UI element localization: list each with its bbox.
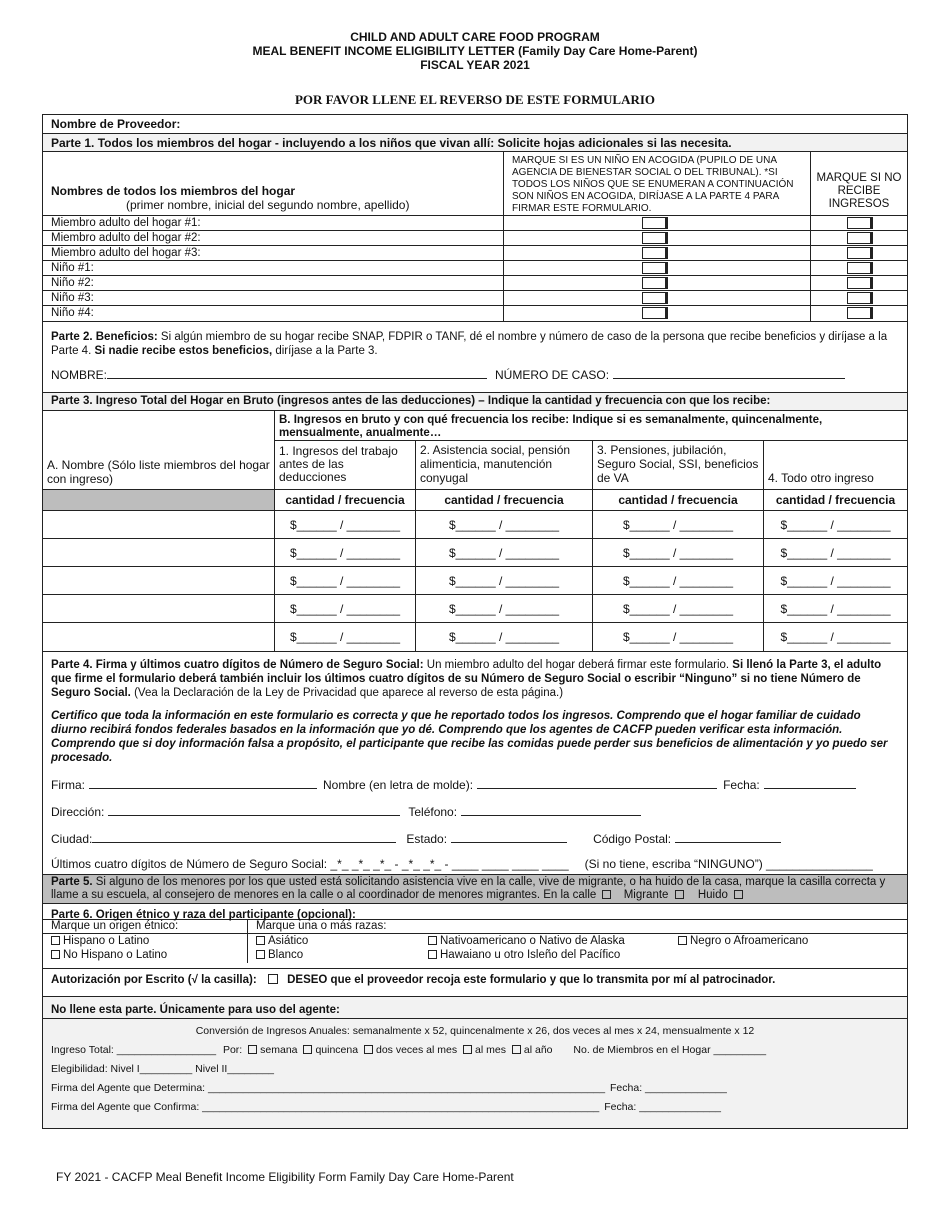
part3-table <box>43 411 907 652</box>
cf-label: cantidad / frecuencia <box>416 490 593 511</box>
foster-checkbox[interactable] <box>504 306 811 321</box>
authorization-row <box>43 969 907 997</box>
foster-checkbox[interactable] <box>504 276 811 291</box>
names-header <box>43 152 504 216</box>
col-1-header: 1. Ingresos del trabajo antes de las deducciones <box>275 441 416 490</box>
member-row[interactable]: Miembro adulto del hogar #3: <box>43 246 504 261</box>
quincena-label: quincena <box>315 1044 359 1056</box>
provider-label: Nombre de Proveedor: <box>51 117 181 131</box>
noincome-checkbox[interactable] <box>811 231 907 246</box>
cf-label: cantidad / frecuencia <box>764 490 907 511</box>
agent-section <box>43 1019 907 1128</box>
native-label: Nativoamericano o Nativo de Alaska <box>440 935 625 947</box>
page-footer: FY 2021 - CACFP Meal Benefit Income Eligibility Form Family Day Care Home-Parent <box>56 1170 514 1184</box>
freq-checkbox[interactable] <box>463 1045 472 1054</box>
hawaiian-label: Hawaiano u otro Isleño del Pacífico <box>440 949 621 961</box>
part4-body: Un miembro adulto del hogar deberá firmar este formulario. <box>423 659 730 671</box>
member-row[interactable]: Niño #1: <box>43 261 504 276</box>
names-header-sub: (primer nombre, inicial del segundo nombre, apellido) <box>126 198 410 212</box>
almes-label: al mes <box>475 1044 506 1056</box>
income-name-cell[interactable] <box>43 567 275 595</box>
freq-checkbox[interactable] <box>248 1045 257 1054</box>
part4-intro <box>51 658 899 700</box>
noincome-checkbox[interactable] <box>811 291 907 306</box>
direccion-label: Dirección: <box>51 805 105 819</box>
auth-text: DESEO que el proveedor recoja este formulario y que lo transmita por mí al patrocinador. <box>287 974 776 986</box>
part5-body: Si alguno de los menores por los que usted está solicitando asistencia vive en la calle, vive de migrante, o ha huido de la casa, marque la casilla correcta y llame a su escuela, al consejero de menores en la calle o al coordinador de menores migrantes. En la calle <box>51 876 886 901</box>
income-total-line <box>51 1044 899 1056</box>
part4-bold: Si llenó la Parte 3, el adulto que firme el formulario deberá también incluir los últimos cuatro dígitos de su Número de Seguro Social o escribir “Ninguno” si no tiene Número de Seguro Social. <box>51 659 882 699</box>
income-amount-cell[interactable]: $______ / ________ <box>593 539 764 567</box>
ninguno-field[interactable]: (Si no tiene, escriba “NINGUNO”) ________________ <box>584 857 873 871</box>
race-option[interactable] <box>256 934 428 948</box>
part2-text <box>51 330 899 358</box>
member-row[interactable]: Niño #3: <box>43 291 504 306</box>
part6-section <box>43 904 907 969</box>
col-3-header: 3. Pensiones, jubilación, Seguro Social, SSI, beneficios de VA <box>593 441 764 490</box>
case-number-input[interactable] <box>613 368 845 379</box>
eligibility-form <box>42 114 908 1129</box>
conversion-text: Conversión de Ingresos Anuales: semanalmente x 52, quincenalmente x 26, dos veces al mes x 24, mensualmente x 12 <box>195 1025 755 1037</box>
income-amount-cell[interactable]: $______ / ________ <box>275 511 416 539</box>
eligibility-field[interactable]: Elegibilidad: Nivel I_________ Nivel II________ <box>51 1063 274 1075</box>
race-option[interactable] <box>428 948 678 962</box>
member-row[interactable]: Niño #4: <box>43 306 504 321</box>
form-header <box>0 30 950 72</box>
income-amount-cell[interactable]: $______ / ________ <box>275 595 416 623</box>
huido-label: Huido <box>697 889 728 901</box>
foster-checkbox[interactable] <box>504 291 811 306</box>
authorization-checkbox[interactable] <box>268 974 278 984</box>
estado-label: Estado: <box>406 832 448 846</box>
member-row[interactable]: Miembro adulto del hogar #1: <box>43 216 504 231</box>
foster-checkbox[interactable] <box>504 231 811 246</box>
freq-checkbox[interactable] <box>303 1045 312 1054</box>
state-input[interactable] <box>451 832 567 843</box>
header-line-1: CHILD AND ADULT CARE FOOD PROGRAM <box>350 30 600 44</box>
telefono-label: Teléfono: <box>408 805 458 819</box>
race-option[interactable] <box>678 934 808 948</box>
reverse-notice: POR FAVOR LLENE EL REVERSO DE ESTE FORMULARIO <box>294 92 656 107</box>
case-label: NÚMERO DE CASO: <box>495 368 610 382</box>
runaway-checkbox[interactable] <box>734 890 743 899</box>
income-amount-cell[interactable]: $______ / ________ <box>764 595 907 623</box>
part2-body: Si algún miembro de su hogar recibe SNAP, FDPIR o TANF, dé el nombre y número de caso de la persona que recibe beneficios y diríjase a la Parte 4. <box>51 331 888 357</box>
header-line-3: FISCAL YEAR 2021 <box>420 58 530 72</box>
freq-checkbox[interactable] <box>364 1045 373 1054</box>
part2-title: Parte 2. Beneficios: <box>51 331 158 343</box>
noincome-checkbox[interactable] <box>811 216 907 231</box>
income-amount-cell[interactable]: $______ / ________ <box>764 511 907 539</box>
income-rows <box>43 511 907 651</box>
nombre-label: Nombre (en letra de molde): <box>323 778 474 792</box>
cf-label: cantidad / frecuencia <box>593 490 764 511</box>
race-option[interactable] <box>256 948 428 962</box>
part2-section <box>43 322 907 393</box>
noincome-checkbox[interactable] <box>811 276 907 291</box>
header-line-2: MEAL BENEFIT INCOME ELIGIBILITY LETTER (Family Day Care Home-Parent) <box>252 44 698 58</box>
ciudad-label: Ciudad: <box>51 832 93 846</box>
address-input[interactable] <box>108 805 400 816</box>
phone-input[interactable] <box>461 805 641 816</box>
migrante-label: Migrante <box>623 889 669 901</box>
cf-label: cantidad / frecuencia <box>275 490 416 511</box>
race-column <box>248 920 907 963</box>
city-input[interactable] <box>92 832 396 843</box>
part4-section <box>43 652 907 875</box>
hispanic-label: Hispano o Latino <box>63 935 150 947</box>
income-amount-cell[interactable]: $______ / ________ <box>593 595 764 623</box>
income-name-cell[interactable] <box>43 623 275 651</box>
part5-title: Parte 5. <box>51 876 93 888</box>
print-name-input[interactable] <box>477 778 717 789</box>
signature-input[interactable] <box>89 778 317 789</box>
noincome-header: MARQUE SI NO RECIBE INGRESOS <box>811 152 907 216</box>
semana-label: semana <box>260 1044 298 1056</box>
race-label: Marque una o más razas: <box>248 920 907 934</box>
determine-date[interactable]: Fecha: ______________ <box>610 1082 727 1094</box>
col-b-header: B. Ingresos en bruto y con qué frecuencia los recibe: Indique si es semanalmente, quincenalmente, mensualmente, anualmente… <box>275 411 907 441</box>
fecha-label: Fecha: <box>723 778 760 792</box>
income-amount-cell[interactable]: $______ / ________ <box>593 567 764 595</box>
part4-privacy: (Vea la Declaración de la Ley de Privacidad que aparece al reverso de esta página.) <box>130 687 564 699</box>
income-amount-cell[interactable]: $______ / ________ <box>764 567 907 595</box>
member-row[interactable]: Miembro adulto del hogar #2: <box>43 231 504 246</box>
ssn-field[interactable]: Últimos cuatro dígitos de Número de Seguro Social: _*_ _*_ _*_ - _*_ _*_ - ____ ____ ____ ____ <box>51 857 569 871</box>
migrant-checkbox[interactable] <box>675 890 684 899</box>
dosveces-label: dos veces al mes <box>375 1044 458 1056</box>
confirm-line <box>51 1101 899 1113</box>
income-amount-cell[interactable]: $______ / ________ <box>416 539 593 567</box>
members-field[interactable]: No. de Miembros en el Hogar _________ <box>573 1044 767 1056</box>
income-amount-cell[interactable]: $______ / ________ <box>416 511 593 539</box>
certification-text: Certifico que toda la información en este formulario es correcta y que he reportado todos los ingresos. Comprendo que el hogar familiar de cuidado diurno recibirá fondos federales basados en la información que yo dé. Comprendo que los agentes de CACFP pueden verificar esta información. Comprendo que si doy información falsa a propósito, el participante que recibe las comidas puede perder sus beneficios de alimentación y yo puedo ser procesado. <box>51 710 888 764</box>
part4-title: Parte 4. Firma y últimos cuatro dígitos de Número de Seguro Social: <box>51 659 424 671</box>
white-label: Blanco <box>268 949 304 961</box>
income-amount-cell[interactable]: $______ / ________ <box>416 595 593 623</box>
part6-title: Parte 6. Origen étnico y raza del participante (opcional): <box>51 909 356 921</box>
agent-title: No llene esta parte. Únicamente para uso del agente: <box>43 997 907 1019</box>
ethnic-column <box>43 920 248 963</box>
noincome-checkbox[interactable] <box>811 306 907 321</box>
grey-cell <box>43 490 275 511</box>
determine-signature[interactable]: Firma del Agente que Determina: ____________________________________________________________________ <box>51 1082 606 1094</box>
member-row[interactable]: Niño #2: <box>43 276 504 291</box>
determine-line <box>51 1082 899 1094</box>
part1-table <box>43 152 907 322</box>
noincome-checkbox[interactable] <box>811 246 907 261</box>
postal-label: Código Postal: <box>593 832 672 846</box>
race-option[interactable] <box>428 934 678 948</box>
foster-checkbox[interactable] <box>504 216 811 231</box>
income-amount-cell[interactable]: $______ / ________ <box>416 567 593 595</box>
income-name-cell[interactable] <box>43 595 275 623</box>
por-label: Por: <box>222 1044 243 1056</box>
col-4-header: 4. Todo otro ingreso <box>764 441 907 490</box>
part3-title: Parte 3. Ingreso Total del Hogar en Bruto (ingresos antes de las deducciones) – Indique la cantidad y frecuencia con que los recibe: <box>43 393 907 411</box>
snap-name-input[interactable] <box>107 368 487 379</box>
firma-label: Firma: <box>51 778 85 792</box>
income-amount-cell[interactable]: $______ / ________ <box>593 623 764 651</box>
income-amount-cell[interactable]: $______ / ________ <box>593 511 764 539</box>
income-amount-cell[interactable]: $______ / ________ <box>275 539 416 567</box>
foster-checkbox[interactable] <box>504 246 811 261</box>
income-name-cell[interactable] <box>43 539 275 567</box>
alano-label: al año <box>523 1044 553 1056</box>
income-amount-cell[interactable]: $______ / ________ <box>275 623 416 651</box>
asian-label: Asiático <box>268 935 309 947</box>
foster-checkbox[interactable] <box>504 261 811 276</box>
col-a-label: A. Nombre (Sólo liste miembros del hogar con ingreso) <box>47 458 270 486</box>
part1-title: Parte 1. Todos los miembros del hogar - incluyendo a los niños que vivan allí: Solicite hojas adicionales si las necesita. <box>43 134 907 152</box>
date-input[interactable] <box>764 778 856 789</box>
part2-bold: Si nadie recibe estos beneficios, <box>91 345 273 357</box>
auth-label: Autorización por Escrito (√ la casilla): <box>51 974 257 986</box>
freq-checkbox[interactable] <box>512 1045 521 1054</box>
income-name-cell[interactable] <box>43 511 275 539</box>
col-a-header <box>43 411 275 490</box>
part5-section <box>43 875 907 904</box>
confirm-signature[interactable]: Firma del Agente que Confirma: ____________________________________________________________________ <box>51 1101 600 1113</box>
street-checkbox[interactable] <box>602 890 611 899</box>
ethnic-label: Marque un origen étnico: <box>43 920 247 934</box>
col-2-header: 2. Asistencia social, pensión alimenticia, manutención conyugal <box>416 441 593 490</box>
black-label: Negro o Afroamericano <box>690 935 809 947</box>
income-amount-cell[interactable]: $______ / ________ <box>416 623 593 651</box>
income-amount-cell[interactable]: $______ / ________ <box>780 630 891 644</box>
confirm-date[interactable]: Fecha: ______________ <box>604 1101 721 1113</box>
income-amount-cell[interactable]: $______ / ________ <box>275 567 416 595</box>
names-header-title: Nombres de todos los miembros del hogar <box>51 184 296 198</box>
name-label: NOMBRE: <box>51 368 108 382</box>
income-amount-cell[interactable]: $______ / ________ <box>764 539 907 567</box>
ethnic-option[interactable] <box>43 934 247 948</box>
noincome-checkbox[interactable] <box>811 261 907 276</box>
part2-body2: diríjase a la Parte 3. <box>272 345 378 357</box>
zip-input[interactable] <box>675 832 781 843</box>
foster-header: MARQUE SI ES UN NIÑO EN ACOGIDA (PUPILO DE UNA AGENCIA DE BIENESTAR SOCIAL O DEL TRIBUNAL). *SI TODOS LOS NIÑOS QUE SE ENUMERAN A CONTINUACIÓN SON NIÑOS EN ACOGIDA, DIRÍJASE A LA PARTE 4 PARA FIRMAR ESTE FORMULARIO. <box>504 152 811 216</box>
nonhispanic-label: No Hispano o Latino <box>63 949 168 961</box>
total-field[interactable]: Ingreso Total: _________________ <box>51 1044 217 1056</box>
ethnic-option[interactable] <box>43 948 247 962</box>
provider-name-field[interactable] <box>43 115 907 134</box>
